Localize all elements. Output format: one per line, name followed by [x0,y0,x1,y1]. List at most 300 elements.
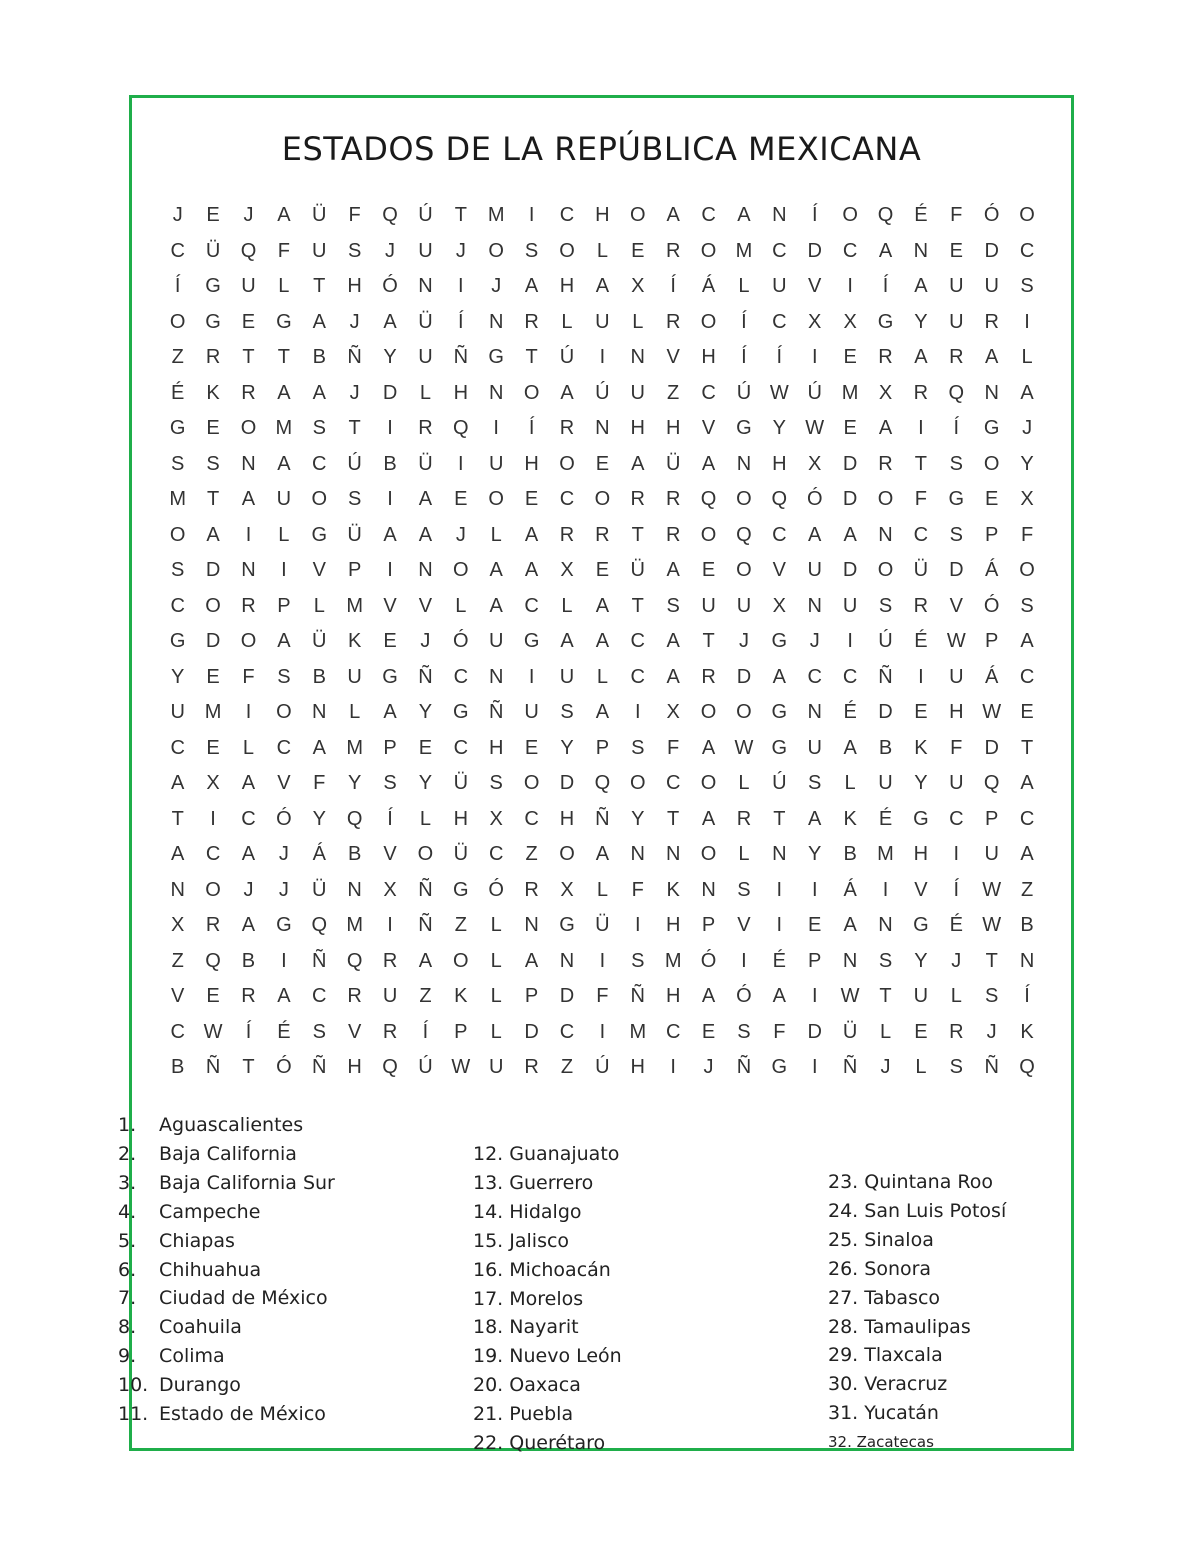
grid-letter[interactable]: I [776,878,783,901]
grid-letter[interactable]: V [383,843,397,865]
grid-letter[interactable]: I [528,665,535,688]
grid-letter[interactable]: Q [205,949,221,972]
grid-letter[interactable]: A [489,559,503,581]
grid-letter[interactable]: I [670,1056,676,1078]
grid-letter[interactable]: Á [312,843,326,865]
grid-letter[interactable]: K [914,736,928,759]
grid-letter[interactable]: U [701,594,716,617]
grid-letter[interactable]: U [949,310,964,333]
grid-letter[interactable]: É [277,1020,291,1043]
grid-letter[interactable]: J [455,523,466,546]
grid-letter[interactable]: L [632,310,644,333]
grid-letter[interactable]: Á [985,665,999,688]
grid-letter[interactable]: E [206,417,220,439]
grid-letter[interactable]: H [453,381,469,404]
grid-letter[interactable]: I [634,701,641,723]
grid-letter[interactable]: A [489,594,503,617]
grid-letter[interactable]: S [489,772,503,794]
grid-letter[interactable]: I [918,665,924,688]
grid-letter[interactable]: N [878,914,893,936]
grid-letter[interactable]: Q [382,204,398,226]
grid-letter[interactable]: R [595,523,610,546]
grid-letter[interactable]: A [772,665,786,688]
grid-letter[interactable]: V [666,346,680,368]
grid-letter[interactable]: O [983,452,1000,475]
grid-letter[interactable]: E [524,736,539,759]
grid-letter[interactable]: A [241,843,256,865]
grid-letter[interactable]: H [772,452,787,475]
grid-letter[interactable]: Y [171,665,185,688]
grid-letter[interactable]: I [882,878,889,901]
grid-letter[interactable]: A [914,346,928,368]
grid-letter[interactable]: E [631,239,645,262]
grid-letter[interactable]: R [418,417,433,439]
grid-letter[interactable]: N [913,239,929,262]
grid-letter[interactable]: B [843,843,857,865]
grid-letter[interactable]: R [205,346,221,368]
grid-letter[interactable]: S [949,452,963,475]
grid-letter[interactable]: B [312,665,326,688]
grid-letter[interactable]: L [419,807,431,830]
grid-letter[interactable]: L [490,523,502,546]
grid-letter[interactable]: Ñ [595,807,610,830]
grid-letter[interactable]: A [914,275,928,297]
grid-letter[interactable]: T [525,346,538,368]
grid-letter[interactable]: L [738,772,750,794]
grid-letter[interactable]: I [493,417,499,439]
grid-letter[interactable]: T [171,807,184,830]
grid-letter[interactable]: A [878,239,893,262]
grid-letter[interactable]: E [206,665,220,688]
grid-letter[interactable]: O [700,310,717,333]
grid-letter[interactable]: U [913,985,929,1007]
grid-letter[interactable]: M [275,417,293,439]
grid-letter[interactable]: M [629,1020,647,1043]
grid-letter[interactable]: R [524,878,539,901]
grid-letter[interactable]: R [878,346,893,368]
grid-letter[interactable]: A [1020,630,1034,652]
grid-letter[interactable]: X [808,310,822,333]
grid-letter[interactable]: O [311,488,328,510]
grid-letter[interactable]: A [666,204,680,226]
grid-letter[interactable]: B [383,452,397,475]
grid-letter[interactable]: X [631,275,645,297]
grid-letter[interactable]: O [488,239,504,262]
grid-letter[interactable]: G [771,630,788,652]
grid-letter[interactable]: Ú [807,381,822,404]
grid-letter[interactable]: S [949,1056,963,1078]
grid-letter[interactable]: A [418,949,433,972]
grid-letter[interactable]: E [843,417,857,439]
grid-letter[interactable]: P [347,559,362,581]
grid-letter[interactable]: V [808,275,822,297]
grid-letter[interactable]: G [382,665,398,688]
grid-letter[interactable]: A [666,665,680,688]
grid-letter[interactable]: F [313,772,326,794]
grid-letter[interactable]: Q [240,239,257,262]
grid-letter[interactable]: D [842,452,858,475]
grid-letter[interactable]: G [913,914,929,936]
grid-letter[interactable]: Y [560,736,574,759]
grid-letter[interactable]: A [383,701,397,723]
grid-letter[interactable]: W [982,701,1002,723]
grid-letter[interactable]: E [843,346,857,368]
grid-letter[interactable]: C [276,736,292,759]
grid-letter[interactable]: Z [667,381,680,404]
grid-letter[interactable]: P [383,736,397,759]
grid-letter[interactable]: A [277,985,291,1007]
grid-letter[interactable]: S [277,665,291,688]
grid-letter[interactable]: G [453,701,469,723]
grid-letter[interactable]: T [631,523,644,546]
grid-letter[interactable]: W [203,1020,223,1043]
grid-letter[interactable]: S [666,594,680,617]
grid-letter[interactable]: Á [985,559,999,581]
grid-letter[interactable]: G [948,488,965,510]
grid-letter[interactable]: E [914,701,928,723]
grid-letter[interactable]: Ü [913,559,929,581]
grid-letter[interactable]: C [559,1020,575,1043]
grid-letter[interactable]: Ú [418,1056,433,1078]
grid-letter[interactable]: H [559,807,575,830]
grid-letter[interactable]: N [312,701,327,723]
grid-letter[interactable]: Ó [488,878,504,901]
grid-letter[interactable]: N [630,346,645,368]
grid-letter[interactable]: S [347,239,362,262]
grid-letter[interactable]: Q [948,381,965,404]
grid-letter[interactable]: A [701,452,716,475]
grid-letter[interactable]: C [949,807,964,830]
grid-letter[interactable]: S [631,949,645,972]
grid-letter[interactable]: Ó [453,630,469,652]
grid-letter[interactable]: U [984,843,999,865]
grid-letter[interactable]: C [312,452,327,475]
grid-letter[interactable]: T [985,949,998,972]
grid-letter[interactable]: F [950,736,963,759]
grid-letter[interactable]: G [205,275,221,297]
grid-letter[interactable]: T [242,1056,255,1078]
grid-letter[interactable]: U [984,275,999,297]
grid-letter[interactable]: É [843,701,857,723]
grid-letter[interactable]: O [700,239,717,262]
grid-letter[interactable]: Ú [347,452,362,475]
grid-letter[interactable]: I [634,914,641,936]
grid-letter[interactable]: U [949,665,964,688]
grid-letter[interactable]: Z [171,346,184,368]
grid-letter[interactable]: H [665,914,681,936]
grid-letter[interactable]: E [985,488,999,510]
grid-letter[interactable]: S [737,1020,751,1043]
grid-letter[interactable]: I [599,346,606,368]
grid-letter[interactable]: P [524,985,539,1007]
grid-letter[interactable]: C [772,523,787,546]
grid-letter[interactable]: J [243,878,254,901]
grid-letter[interactable]: M [735,239,753,262]
grid-letter[interactable]: P [701,914,716,936]
grid-letter[interactable]: G [488,346,504,368]
grid-letter[interactable]: U [736,594,752,617]
grid-letter[interactable]: C [772,310,787,333]
grid-letter[interactable]: H [559,275,575,297]
grid-letter[interactable]: A [277,204,291,226]
grid-letter[interactable]: C [842,665,858,688]
grid-letter[interactable]: S [347,488,362,510]
grid-letter[interactable]: U [488,452,504,475]
grid-letter[interactable]: C [488,843,504,865]
grid-letter[interactable]: O [736,559,752,581]
grid-letter[interactable]: X [206,772,220,794]
grid-letter[interactable]: Z [1020,878,1034,901]
grid-letter[interactable]: U [630,381,645,404]
grid-letter[interactable]: Í [387,807,393,830]
grid-letter[interactable]: Y [418,772,433,794]
grid-letter[interactable]: I [458,275,464,297]
grid-letter[interactable]: I [210,807,216,830]
grid-letter[interactable]: O [559,452,575,475]
grid-letter[interactable]: S [383,772,397,794]
grid-letter[interactable]: Q [736,523,752,546]
grid-letter[interactable]: C [241,807,256,830]
grid-letter[interactable]: Y [772,417,786,439]
grid-letter[interactable]: N [807,701,822,723]
grid-letter[interactable]: D [984,239,999,262]
grid-letter[interactable]: S [171,452,185,475]
grid-letter[interactable]: G [983,417,1000,439]
grid-letter[interactable]: L [490,949,502,972]
grid-letter[interactable]: A [524,523,539,546]
grid-letter[interactable]: O [700,843,717,865]
grid-letter[interactable]: J [1022,417,1033,439]
grid-letter[interactable]: G [276,310,292,333]
grid-letter[interactable]: J [349,381,360,404]
grid-letter[interactable]: E [595,559,610,581]
grid-letter[interactable]: V [914,878,928,901]
grid-letter[interactable]: J [455,239,466,262]
grid-letter[interactable]: N [630,843,645,865]
grid-letter[interactable]: G [205,310,221,333]
grid-letter[interactable]: E [524,488,539,510]
grid-letter[interactable]: U [418,346,433,368]
grid-letter[interactable]: L [455,594,467,617]
grid-letter[interactable]: H [949,701,964,723]
grid-letter[interactable]: O [736,488,752,510]
grid-letter[interactable]: C [170,594,185,617]
grid-letter[interactable]: A [383,523,397,546]
grid-letter[interactable]: I [599,1020,606,1043]
grid-letter[interactable]: J [349,310,360,333]
grid-letter[interactable]: N [559,949,575,972]
grid-letter[interactable]: Ñ [418,914,433,936]
grid-letter[interactable]: F [667,736,680,759]
grid-letter[interactable]: O [559,239,575,262]
grid-letter[interactable]: V [949,594,963,617]
grid-letter[interactable]: K [1020,1020,1034,1043]
grid-letter[interactable]: G [771,736,788,759]
grid-letter[interactable]: R [205,914,221,936]
grid-letter[interactable]: F [914,488,927,510]
grid-letter[interactable]: V [701,417,716,439]
grid-letter[interactable]: N [418,559,433,581]
grid-letter[interactable]: A [701,807,716,830]
grid-letter[interactable]: A [241,488,256,510]
grid-letter[interactable]: I [811,1056,818,1078]
grid-letter[interactable]: D [807,239,822,262]
grid-letter[interactable]: T [1020,736,1034,759]
grid-letter[interactable]: F [631,878,644,901]
grid-letter[interactable]: H [347,275,362,297]
grid-letter[interactable]: A [418,488,433,510]
grid-letter[interactable]: Ñ [736,1056,752,1078]
grid-letter[interactable]: O [240,630,257,652]
grid-letter[interactable]: A [985,346,999,368]
grid-letter[interactable]: O [488,488,504,510]
grid-letter[interactable]: N [241,452,256,475]
grid-letter[interactable]: A [312,310,326,333]
grid-letter[interactable]: I [741,949,747,972]
grid-letter[interactable]: B [878,736,893,759]
grid-letter[interactable]: Y [418,701,433,723]
grid-letter[interactable]: T [914,452,927,475]
grid-letter[interactable]: C [665,772,681,794]
grid-letter[interactable]: J [809,630,820,652]
grid-letter[interactable]: D [984,736,999,759]
grid-letter[interactable]: Ó [700,949,717,972]
grid-letter[interactable]: E [1020,701,1034,723]
grid-letter[interactable]: U [312,239,327,262]
grid-letter[interactable]: A [171,843,185,865]
grid-letter[interactable]: É [914,204,928,226]
grid-letter[interactable]: N [418,275,433,297]
grid-letter[interactable]: O [205,878,221,901]
grid-letter[interactable]: M [204,701,222,723]
grid-letter[interactable]: H [630,417,645,439]
grid-letter[interactable]: C [630,665,645,688]
grid-letter[interactable]: R [524,1056,539,1078]
grid-letter[interactable]: O [523,381,540,404]
grid-letter[interactable]: Í [776,346,783,368]
grid-letter[interactable]: O [629,772,646,794]
grid-letter[interactable]: R [665,239,681,262]
grid-letter[interactable]: F [773,1020,786,1043]
grid-letter[interactable]: R [665,488,681,510]
grid-letter[interactable]: Ü [347,523,362,546]
grid-letter[interactable]: U [382,985,398,1007]
grid-letter[interactable]: Z [171,949,184,972]
grid-letter[interactable]: D [205,559,221,581]
grid-letter[interactable]: Í [953,417,960,439]
grid-letter[interactable]: O [700,701,717,723]
grid-letter[interactable]: R [382,1020,398,1043]
grid-letter[interactable]: O [523,772,540,794]
grid-letter[interactable]: V [383,594,397,617]
grid-letter[interactable]: Q [877,204,894,226]
grid-letter[interactable]: A [383,310,397,333]
grid-letter[interactable]: M [877,843,894,865]
grid-letter[interactable]: W [734,736,754,759]
grid-letter[interactable]: U [807,736,822,759]
grid-letter[interactable]: D [524,1020,539,1043]
grid-letter[interactable]: M [346,736,363,759]
grid-letter[interactable]: G [311,523,328,546]
grid-letter[interactable]: Ü [630,559,645,581]
grid-letter[interactable]: É [914,630,928,652]
grid-letter[interactable]: L [738,275,750,297]
grid-letter[interactable]: N [842,949,858,972]
grid-letter[interactable]: Ñ [488,701,504,723]
grid-letter[interactable]: T [242,346,255,368]
grid-letter[interactable]: X [878,381,893,404]
grid-letter[interactable]: J [880,1056,891,1078]
grid-letter[interactable]: P [454,1020,468,1043]
grid-letter[interactable]: Ü [312,878,327,901]
grid-letter[interactable]: N [524,914,539,936]
grid-letter[interactable]: G [453,878,469,901]
grid-letter[interactable]: N [807,594,822,617]
grid-letter[interactable]: O [842,204,858,226]
grid-letter[interactable]: E [206,736,220,759]
grid-letter[interactable]: D [878,701,893,723]
grid-letter[interactable]: N [701,878,716,901]
grid-letter[interactable]: F [242,665,255,688]
grid-letter[interactable]: P [985,807,999,830]
grid-letter[interactable]: R [630,488,645,510]
grid-letter[interactable]: C [453,665,469,688]
grid-letter[interactable]: J [986,1020,997,1043]
grid-letter[interactable]: N [347,878,362,901]
grid-letter[interactable]: L [738,843,750,865]
grid-letter[interactable]: J [951,949,962,972]
grid-letter[interactable]: H [595,204,610,226]
grid-letter[interactable]: B [171,1056,185,1078]
grid-letter[interactable]: W [769,381,789,404]
grid-letter[interactable]: C [312,985,327,1007]
grid-letter[interactable]: Q [382,1056,398,1078]
grid-letter[interactable]: T [773,807,786,830]
grid-letter[interactable]: R [984,310,999,333]
grid-letter[interactable]: E [206,204,220,226]
grid-letter[interactable]: S [312,417,326,439]
grid-letter[interactable]: T [206,488,220,510]
grid-letter[interactable]: C [701,381,716,404]
grid-letter[interactable]: I [776,914,783,936]
grid-letter[interactable]: I [245,701,252,723]
grid-letter[interactable]: F [277,239,290,262]
grid-letter[interactable]: O [700,523,717,546]
grid-letter[interactable]: G [276,914,292,936]
grid-letter[interactable]: Z [419,985,432,1007]
grid-letter[interactable]: C [559,204,575,226]
grid-letter[interactable]: O [736,701,752,723]
grid-letter[interactable]: H [701,346,716,368]
grid-letter[interactable]: I [811,985,818,1007]
grid-letter[interactable]: C [170,1020,185,1043]
grid-letter[interactable]: D [382,381,398,404]
grid-letter[interactable]: B [347,843,362,865]
grid-letter[interactable]: A [701,985,716,1007]
grid-letter[interactable]: T [277,346,290,368]
grid-letter[interactable]: Y [312,807,326,830]
grid-letter[interactable]: O [205,594,221,617]
grid-letter[interactable]: R [736,807,752,830]
grid-letter[interactable]: A [241,914,256,936]
grid-letter[interactable]: U [878,772,893,794]
grid-letter[interactable]: A [1020,381,1034,404]
grid-letter[interactable]: A [808,523,822,546]
grid-letter[interactable]: N [1019,949,1035,972]
grid-letter[interactable]: M [346,594,363,617]
grid-letter[interactable]: E [418,736,433,759]
grid-letter[interactable]: G [169,417,186,439]
